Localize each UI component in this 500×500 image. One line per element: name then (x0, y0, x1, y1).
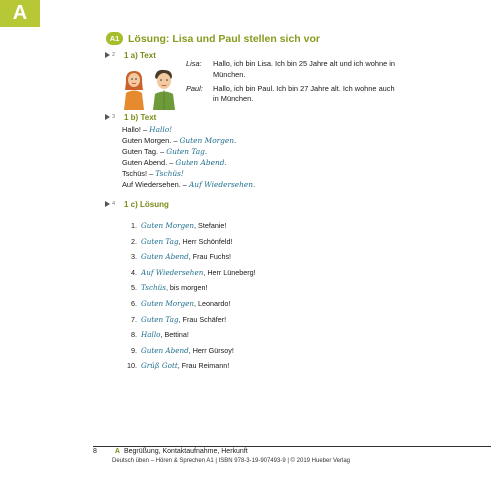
chapter-title: Begrüßung, Kontaktaufnahme, Herkunft (123, 448, 248, 455)
answer-item: 9. Guten Abend , Herr Gürsoy! (131, 345, 234, 355)
audio-track-icon (105, 52, 110, 58)
answer-item: 3. Guten Abend , Frau Fuchs! (131, 252, 232, 262)
exercise-badge: A1 (106, 32, 123, 45)
page-footer (93, 448, 248, 455)
greetings-list (122, 124, 255, 190)
chapter-corner-tab: A (0, 0, 40, 27)
section-title-1c: 1 c) Lösung (124, 200, 169, 209)
people-illustration (120, 68, 180, 110)
audio-track-icon (105, 201, 110, 207)
dialog-line-paul: Paul: Hallo, ich bin Paul. Ich bin 27 Jahre alt. Ich wohne auch in München. (186, 83, 395, 104)
answer-item: 4. Auf Wiedersehen , Herr Lüneberg! (131, 267, 256, 277)
dialog-line-lisa: Lisa: Hallo, ich bin Lisa. Ich bin 25 Jahre alt und ich wohne in München. (186, 59, 396, 79)
answer-item: 10. Grüß Gott , Frau Reimann! (127, 361, 230, 371)
exercise-heading (106, 32, 320, 45)
answer-item: 5. Tschüs , bis morgen! (131, 283, 208, 293)
greeting-line: Auf Wiedersehen. – Auf Wiedersehen. (122, 180, 256, 189)
audio-track-4[interactable]: 4 (105, 201, 115, 207)
greeting-line: Tschüs! – Tschüs! (122, 169, 184, 178)
chapter-letter: A (114, 448, 120, 455)
page-number: 8 (93, 448, 97, 455)
greeting-line: Guten Morgen. – Guten Morgen. (122, 136, 237, 145)
section-title-1b: 1 b) Text (124, 113, 157, 122)
answer-item: 7. Guten Tag , Frau Schäfer! (131, 314, 227, 324)
greeting-line: Guten Tag. – Guten Tag. (122, 147, 208, 156)
answers-list (126, 218, 256, 373)
footer-divider (93, 446, 491, 447)
answer-item: 1. Guten Morgen , Stefanie! (131, 221, 227, 231)
imprint: Deutsch üben – Hören & Sprechen A1 | ISBN 978-3-19-907493-9 | © 2019 Hueber Verlag (112, 458, 351, 464)
greeting-line: Hallo! – Hallo! (122, 125, 173, 134)
audio-track-2[interactable]: 2 (105, 52, 115, 58)
section-title-1a: 1 a) Text (124, 51, 156, 60)
dialog-text (186, 59, 401, 108)
answer-item: 2. Guten Tag , Herr Schönfeld! (131, 236, 233, 246)
exercise-title: Lösung: Lisa und Paul stellen sich vor (128, 32, 320, 45)
audio-track-icon (105, 114, 110, 120)
answer-item: 8. Hallo , Bettina! (131, 330, 189, 340)
greeting-line: Guten Abend. – Guten Abend. (122, 158, 227, 167)
answer-item: 6. Guten Morgen , Leonardo! (131, 299, 231, 308)
audio-track-3[interactable]: 3 (105, 114, 115, 120)
